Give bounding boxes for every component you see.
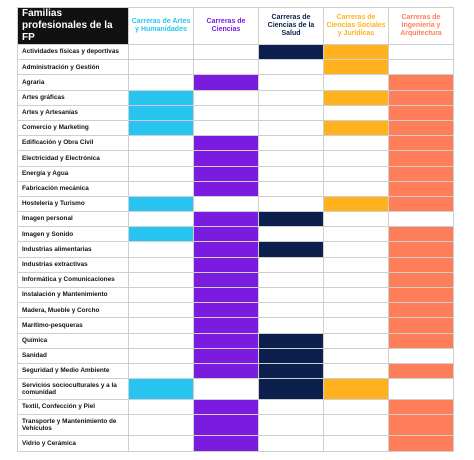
cell-sociales-empty bbox=[324, 436, 389, 451]
cell-salud-empty bbox=[259, 120, 324, 135]
family-label: Informática y Comunicaciones bbox=[18, 272, 129, 287]
cell-ingenieria-marked bbox=[389, 105, 454, 120]
family-label: Marítimo-pesqueras bbox=[18, 318, 129, 333]
table-row bbox=[18, 45, 454, 60]
matrix-body bbox=[18, 45, 454, 452]
family-label: Textil, Confección y Piel bbox=[18, 400, 129, 415]
cell-ingenieria-marked bbox=[389, 415, 454, 436]
cell-ingenieria-marked bbox=[389, 303, 454, 318]
cell-ingenieria-marked bbox=[389, 400, 454, 415]
table-row bbox=[18, 181, 454, 196]
cell-sociales-empty bbox=[324, 348, 389, 363]
cell-ciencias-marked bbox=[194, 400, 259, 415]
family-label: Seguridad y Medio Ambiente bbox=[18, 363, 129, 378]
cell-artes-empty bbox=[129, 60, 194, 75]
table-row bbox=[18, 136, 454, 151]
table-row bbox=[18, 120, 454, 135]
cell-salud-empty bbox=[259, 400, 324, 415]
cell-ciencias-marked bbox=[194, 318, 259, 333]
cell-sociales-empty bbox=[324, 75, 389, 90]
cell-artes-marked bbox=[129, 196, 194, 211]
cell-ingenieria-marked bbox=[389, 90, 454, 105]
cell-artes-empty bbox=[129, 272, 194, 287]
cell-ingenieria-empty bbox=[389, 45, 454, 60]
cell-ingenieria-marked bbox=[389, 288, 454, 303]
cell-sociales-empty bbox=[324, 212, 389, 227]
table-row bbox=[18, 212, 454, 227]
table-row bbox=[18, 105, 454, 120]
family-label: Sanidad bbox=[18, 348, 129, 363]
cell-ciencias-marked bbox=[194, 227, 259, 242]
cell-ingenieria-empty bbox=[389, 379, 454, 400]
cell-salud-empty bbox=[259, 166, 324, 181]
family-label: Servicios socioculturales y a la comunidad bbox=[18, 379, 129, 400]
table-row bbox=[18, 60, 454, 75]
table-row bbox=[18, 257, 454, 272]
family-label: Industrias alimentarias bbox=[18, 242, 129, 257]
cell-artes-empty bbox=[129, 303, 194, 318]
family-label: Administración y Gestión bbox=[18, 60, 129, 75]
table-row bbox=[18, 415, 454, 436]
cell-sociales-marked bbox=[324, 45, 389, 60]
matrix-table bbox=[17, 7, 454, 452]
cell-ingenieria-empty bbox=[389, 60, 454, 75]
cell-salud-empty bbox=[259, 181, 324, 196]
cell-artes-empty bbox=[129, 400, 194, 415]
family-label: Transporte y Mantenimiento de Vehículos bbox=[18, 415, 129, 436]
cell-ingenieria-marked bbox=[389, 151, 454, 166]
cell-salud-empty bbox=[259, 318, 324, 333]
cell-ciencias-marked bbox=[194, 272, 259, 287]
cell-salud-marked bbox=[259, 242, 324, 257]
family-label: Artes y Artesanías bbox=[18, 105, 129, 120]
cell-ciencias-marked bbox=[194, 333, 259, 348]
cell-artes-marked bbox=[129, 90, 194, 105]
family-label: Edificación y Obra Civil bbox=[18, 136, 129, 151]
cell-artes-marked bbox=[129, 105, 194, 120]
cell-sociales-empty bbox=[324, 272, 389, 287]
family-label: Agraria bbox=[18, 75, 129, 90]
cell-salud-empty bbox=[259, 257, 324, 272]
cell-ciencias-marked bbox=[194, 348, 259, 363]
family-label: Industrias extractivas bbox=[18, 257, 129, 272]
table-row bbox=[18, 272, 454, 287]
cell-salud-empty bbox=[259, 196, 324, 211]
cell-ciencias-empty bbox=[194, 120, 259, 135]
cell-artes-marked bbox=[129, 227, 194, 242]
cell-salud-marked bbox=[259, 363, 324, 378]
cell-artes-marked bbox=[129, 379, 194, 400]
cell-salud-empty bbox=[259, 60, 324, 75]
cell-salud-marked bbox=[259, 212, 324, 227]
cell-salud-marked bbox=[259, 379, 324, 400]
category-header-salud: Carreras de Ciencias de la Salud bbox=[259, 8, 324, 45]
cell-ciencias-marked bbox=[194, 288, 259, 303]
cell-salud-empty bbox=[259, 436, 324, 451]
cell-ingenieria-empty bbox=[389, 212, 454, 227]
cell-artes-empty bbox=[129, 257, 194, 272]
family-label: Energía y Agua bbox=[18, 166, 129, 181]
cell-ciencias-marked bbox=[194, 166, 259, 181]
table-row bbox=[18, 400, 454, 415]
family-label: Actividades físicas y deportivas bbox=[18, 45, 129, 60]
cell-sociales-marked bbox=[324, 60, 389, 75]
cell-artes-empty bbox=[129, 318, 194, 333]
cell-sociales-empty bbox=[324, 257, 389, 272]
table-row bbox=[18, 196, 454, 211]
cell-ingenieria-marked bbox=[389, 227, 454, 242]
cell-ciencias-marked bbox=[194, 136, 259, 151]
table-row bbox=[18, 379, 454, 400]
cell-ingenieria-marked bbox=[389, 166, 454, 181]
cell-sociales-empty bbox=[324, 333, 389, 348]
table-row bbox=[18, 288, 454, 303]
cell-sociales-empty bbox=[324, 151, 389, 166]
table-row bbox=[18, 242, 454, 257]
cell-ciencias-marked bbox=[194, 75, 259, 90]
cell-artes-empty bbox=[129, 288, 194, 303]
cell-salud-empty bbox=[259, 415, 324, 436]
family-label: Fabricación mecánica bbox=[18, 181, 129, 196]
cell-ciencias-marked bbox=[194, 436, 259, 451]
cell-salud-empty bbox=[259, 227, 324, 242]
families-header: Familias profesionales de la FP bbox=[18, 8, 129, 45]
cell-ingenieria-marked bbox=[389, 136, 454, 151]
cell-artes-marked bbox=[129, 120, 194, 135]
cell-sociales-marked bbox=[324, 196, 389, 211]
cell-ciencias-empty bbox=[194, 196, 259, 211]
cell-sociales-empty bbox=[324, 400, 389, 415]
cell-ingenieria-marked bbox=[389, 242, 454, 257]
cell-salud-empty bbox=[259, 151, 324, 166]
cell-salud-empty bbox=[259, 303, 324, 318]
cell-sociales-empty bbox=[324, 105, 389, 120]
family-label: Instalación y Mantenimiento bbox=[18, 288, 129, 303]
cell-artes-empty bbox=[129, 151, 194, 166]
cell-sociales-empty bbox=[324, 303, 389, 318]
cell-artes-empty bbox=[129, 181, 194, 196]
table-row bbox=[18, 436, 454, 451]
cell-ingenieria-marked bbox=[389, 363, 454, 378]
cell-ciencias-empty bbox=[194, 379, 259, 400]
cell-sociales-marked bbox=[324, 90, 389, 105]
cell-ciencias-empty bbox=[194, 90, 259, 105]
cell-artes-empty bbox=[129, 212, 194, 227]
cell-ingenieria-marked bbox=[389, 318, 454, 333]
cell-artes-empty bbox=[129, 136, 194, 151]
cell-sociales-empty bbox=[324, 318, 389, 333]
family-label: Comercio y Marketing bbox=[18, 120, 129, 135]
cell-sociales-marked bbox=[324, 379, 389, 400]
cell-ingenieria-marked bbox=[389, 257, 454, 272]
header-row bbox=[18, 8, 454, 45]
cell-artes-empty bbox=[129, 348, 194, 363]
table-row bbox=[18, 348, 454, 363]
cell-ingenieria-marked bbox=[389, 120, 454, 135]
cell-sociales-empty bbox=[324, 363, 389, 378]
cell-ingenieria-marked bbox=[389, 196, 454, 211]
cell-salud-marked bbox=[259, 333, 324, 348]
cell-sociales-empty bbox=[324, 136, 389, 151]
cell-ingenieria-empty bbox=[389, 348, 454, 363]
cell-salud-empty bbox=[259, 90, 324, 105]
family-label: Artes gráficas bbox=[18, 90, 129, 105]
category-header-ciencias: Carreras de Ciencias bbox=[194, 8, 259, 45]
table-row bbox=[18, 166, 454, 181]
cell-ciencias-marked bbox=[194, 415, 259, 436]
cell-artes-empty bbox=[129, 415, 194, 436]
cell-ciencias-marked bbox=[194, 212, 259, 227]
cell-ciencias-marked bbox=[194, 181, 259, 196]
table-row bbox=[18, 227, 454, 242]
family-label: Madera, Mueble y Corcho bbox=[18, 303, 129, 318]
family-label: Hostelería y Turismo bbox=[18, 196, 129, 211]
cell-salud-empty bbox=[259, 272, 324, 287]
table-row bbox=[18, 90, 454, 105]
family-label: Electricidad y Electrónica bbox=[18, 151, 129, 166]
cell-sociales-empty bbox=[324, 415, 389, 436]
cell-ingenieria-marked bbox=[389, 75, 454, 90]
cell-ciencias-marked bbox=[194, 257, 259, 272]
cell-artes-empty bbox=[129, 45, 194, 60]
cell-ingenieria-marked bbox=[389, 436, 454, 451]
cell-ingenieria-marked bbox=[389, 272, 454, 287]
cell-sociales-empty bbox=[324, 181, 389, 196]
table-row bbox=[18, 75, 454, 90]
cell-sociales-empty bbox=[324, 242, 389, 257]
cell-artes-empty bbox=[129, 75, 194, 90]
cell-artes-empty bbox=[129, 436, 194, 451]
cell-sociales-empty bbox=[324, 227, 389, 242]
cell-sociales-empty bbox=[324, 166, 389, 181]
cell-sociales-empty bbox=[324, 288, 389, 303]
table-row bbox=[18, 318, 454, 333]
cell-artes-empty bbox=[129, 363, 194, 378]
cell-salud-empty bbox=[259, 75, 324, 90]
table-row bbox=[18, 303, 454, 318]
cell-ciencias-marked bbox=[194, 363, 259, 378]
family-label: Química bbox=[18, 333, 129, 348]
family-label: Vidrio y Cerámica bbox=[18, 436, 129, 451]
cell-artes-empty bbox=[129, 242, 194, 257]
category-header-sociales: Carreras de Ciencias Sociales y Jurídicas bbox=[324, 8, 389, 45]
table-row bbox=[18, 151, 454, 166]
cell-ciencias-marked bbox=[194, 242, 259, 257]
table-row bbox=[18, 333, 454, 348]
cell-ciencias-empty bbox=[194, 45, 259, 60]
cell-salud-empty bbox=[259, 288, 324, 303]
cell-ciencias-marked bbox=[194, 151, 259, 166]
category-header-ingenieria: Carreras de Ingeniería y Arquitectura bbox=[389, 8, 454, 45]
cell-ciencias-empty bbox=[194, 105, 259, 120]
cell-salud-empty bbox=[259, 105, 324, 120]
family-label: Imagen y Sonido bbox=[18, 227, 129, 242]
cell-ciencias-marked bbox=[194, 303, 259, 318]
cell-ciencias-empty bbox=[194, 60, 259, 75]
cell-artes-empty bbox=[129, 333, 194, 348]
cell-artes-empty bbox=[129, 166, 194, 181]
cell-ingenieria-marked bbox=[389, 181, 454, 196]
family-label: Imagen personal bbox=[18, 212, 129, 227]
cell-sociales-marked bbox=[324, 120, 389, 135]
fp-careers-matrix bbox=[17, 7, 454, 452]
cell-salud-empty bbox=[259, 136, 324, 151]
category-header-artes: Carreras de Artes y Humanidades bbox=[129, 8, 194, 45]
cell-salud-marked bbox=[259, 348, 324, 363]
table-row bbox=[18, 363, 454, 378]
cell-ingenieria-marked bbox=[389, 333, 454, 348]
cell-salud-marked bbox=[259, 45, 324, 60]
